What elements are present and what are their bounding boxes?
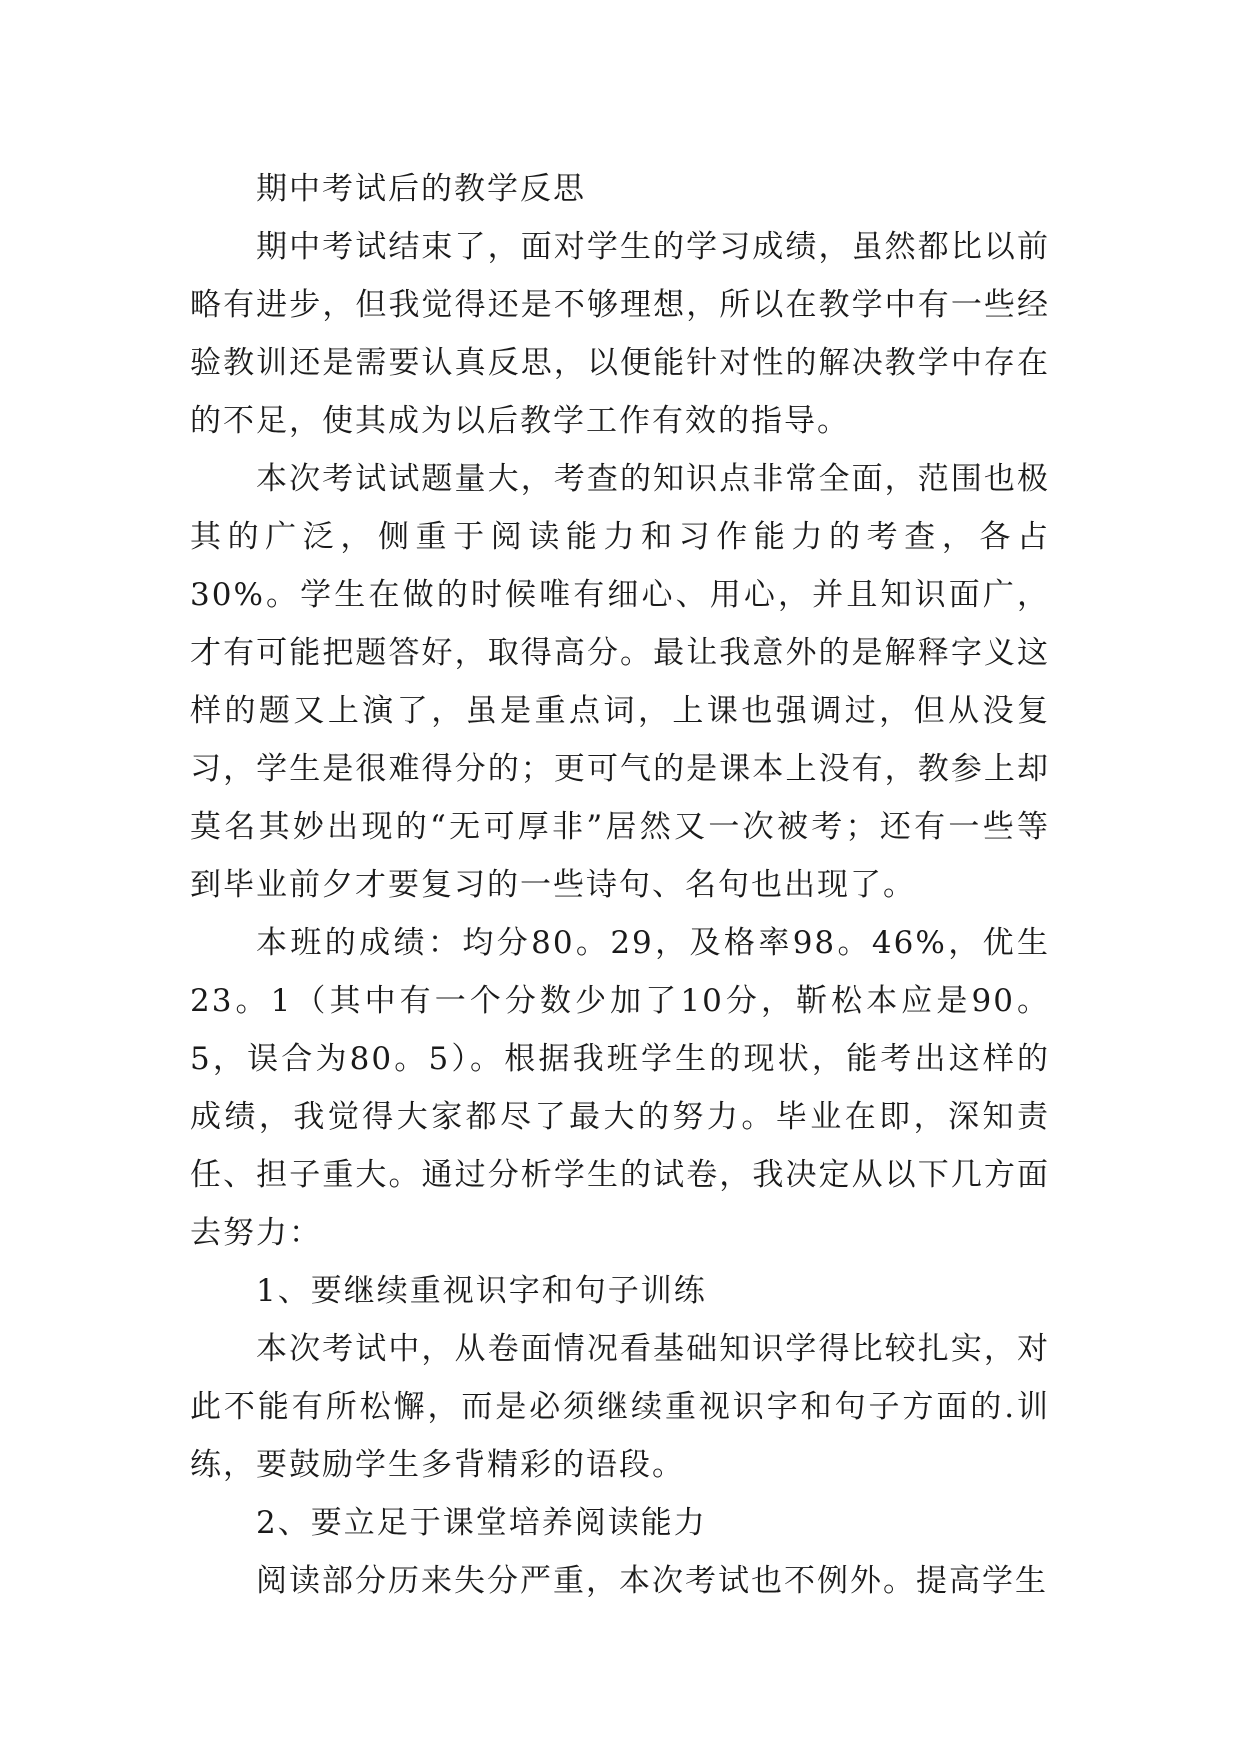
section-heading-1: 1、要继续重视识字和句子训练 [256,1273,707,1309]
paragraph-intro: 期中考试结束了，面对学生的学习成绩，虽然都比以前略有进步，但我觉得还是不够理想，所以在教学中有一些经验教训还是需要认真反思，以便能针对性的解决教学中存在的不足，使其成为以后教学工作有效的指导。 [190,229,1050,439]
document-body [190,160,1050,1610]
paragraph-section-2: 阅读部分历来失分严重，本次考试也不例外。提高学生 [256,1563,1048,1599]
paragraph-section-1: 本次考试中，从卷面情况看基础知识学得比较扎实，对此不能有所松懈，而是必须继续重视识字和句子方面的.训练，要鼓励学生多背精彩的语段。 [190,1331,1050,1483]
section-heading-2: 2、要立足于课堂培养阅读能力 [256,1505,707,1541]
paragraph-class-results: 本班的成绩：均分80。29，及格率98。46%，优生23。1（其中有一个分数少加了10分，靳松本应是90。5，误合为80。5）。根据我班学生的现状，能考出这样的成绩，我觉得大家都尽了最大的努力。毕业在即，深知责任、担子重大。通过分析学生的试卷，我决定从以下几方面去努力： [190,925,1050,1251]
document-title: 期中考试后的教学反思 [256,171,586,207]
paragraph-exam-analysis: 本次考试试题量大，考查的知识点非常全面，范围也极其的广泛，侧重于阅读能力和习作能力的考查，各占30%。学生在做的时候唯有细心、用心，并且知识面广，才有可能把题答好，取得高分。最让我意外的是解释字义这样的题又上演了，虽是重点词，上课也强调过，但从没复习，学生是很难得分的；更可气的是课本上没有，教参上却莫名其妙出现的“无可厚非”居然又一次被考；还有一些等到毕业前夕才要复习的一些诗句、名句也出现了。 [190,461,1050,903]
